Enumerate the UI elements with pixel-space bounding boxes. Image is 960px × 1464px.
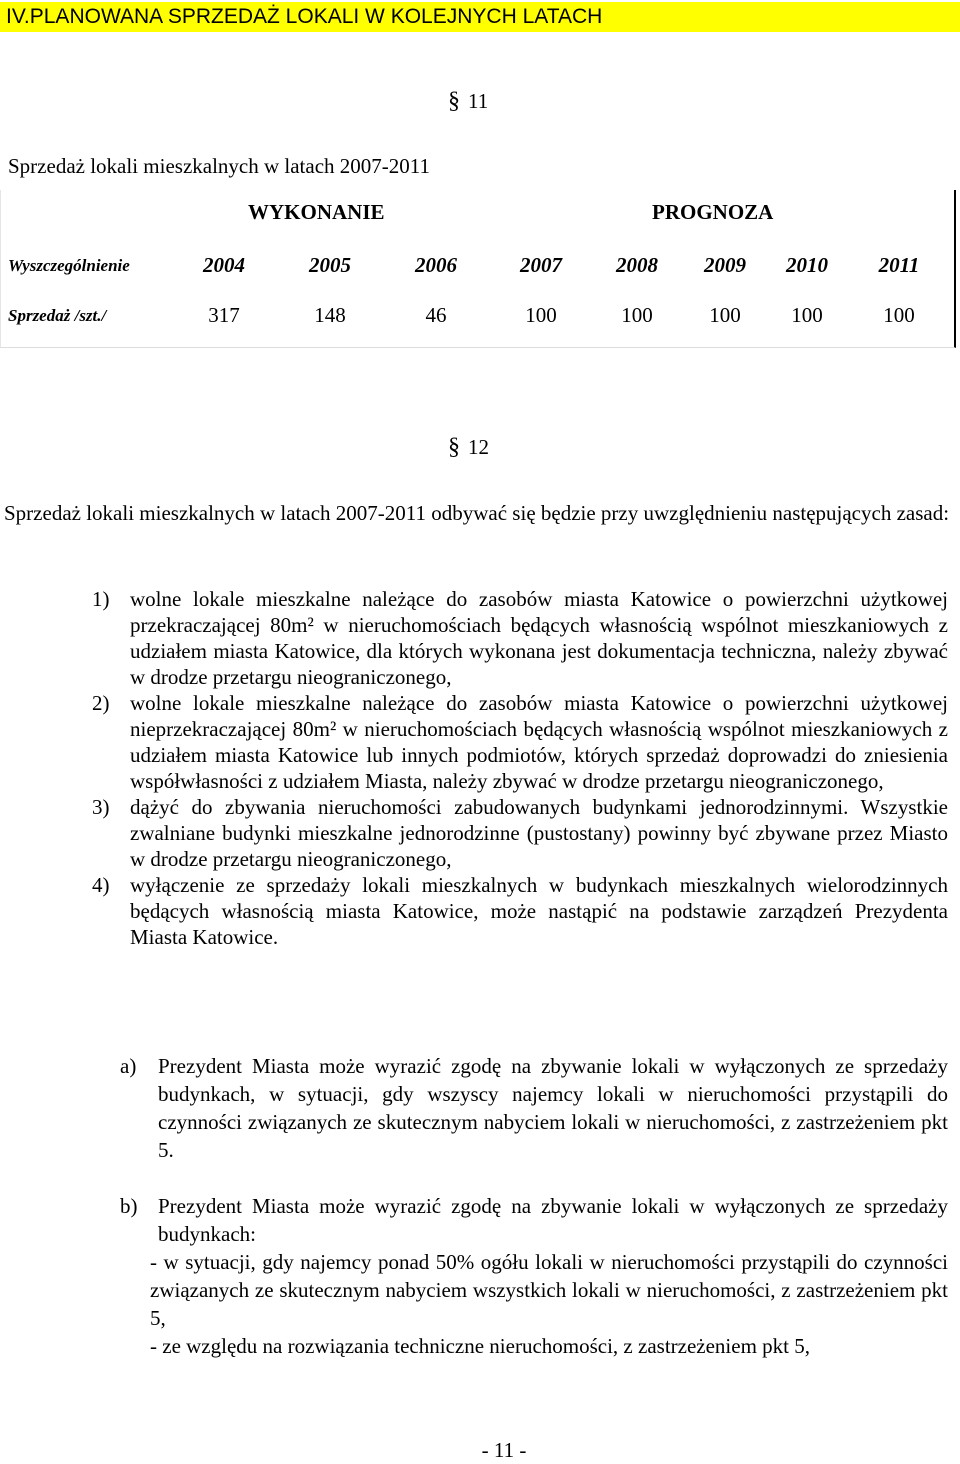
- item-number: 1): [92, 587, 110, 611]
- paragraph-number-11: [448, 88, 488, 115]
- item-number: 4): [92, 873, 110, 897]
- value-cell: 317: [208, 303, 240, 327]
- value-cell: 100: [709, 303, 741, 327]
- year-cell: 2004: [203, 253, 245, 277]
- value-cell: 46: [425, 303, 447, 327]
- value-cell: 148: [314, 303, 346, 327]
- rules-list: [92, 586, 948, 950]
- year-cell: 2007: [520, 253, 562, 277]
- value-cell: 100: [525, 303, 557, 327]
- list-item: [92, 690, 948, 794]
- dash-item: - ze względu na rozwiązania techniczne nieruchomości, z zastrzeżeniem pkt 5,: [150, 1334, 811, 1358]
- year-cell: 2006: [415, 253, 457, 277]
- row-header-label: Wyszczególnienie: [8, 256, 130, 275]
- year-cell: 2009: [704, 253, 746, 277]
- value-cell: 100: [791, 303, 823, 327]
- year-cell: 2005: [309, 253, 351, 277]
- group-header-forecast: PROGNOZA: [652, 200, 774, 224]
- section-sign-icon: §: [448, 88, 460, 114]
- page-number: - 11 -: [481, 1438, 527, 1462]
- item-text: wolne lokale mieszkalne należące do zasobów miasta Katowice o powierzchni użytkowej nieprzekraczającej 80m² w nieruchomościach będących własnością wspólnot mieszkaniowych z udziałem miasta Katowice lub innych podmiotów, których sprzedaż doprowadzi do zniesienia współwłasności z udziałem Miasta, należy zbywać w drodze przetargu nieograniczonego,: [130, 691, 948, 793]
- group-header-execution: WYKONANIE: [248, 200, 385, 224]
- intro-paragraph: Sprzedaż lokali mieszkalnych w latach 2007-2011 odbywać się będzie przy uwzględnieniu następujących zasad:: [4, 501, 950, 525]
- paragraph-number-value: 11: [468, 89, 489, 113]
- list-item: [92, 586, 948, 690]
- value-cell: 100: [883, 303, 915, 327]
- year-cell: 2011: [878, 253, 920, 277]
- item-number: 2): [92, 691, 110, 715]
- item-number: a): [120, 1054, 137, 1078]
- item-text: dążyć do zbywania nieruchomości zabudowanych budynkami jednorodzinnymi. Wszystkie zwalniane budynki mieszkalne jednorodzinne (pustostany) powinny być zbywane przez Miasto w drodze przetargu nieograniczonego,: [130, 795, 948, 871]
- list-item: [120, 1192, 948, 1248]
- row-sales-label: Sprzedaż /szt./: [8, 306, 107, 325]
- year-cell: 2008: [616, 253, 658, 277]
- sub-item-a: [120, 1052, 948, 1164]
- list-item: [92, 794, 948, 872]
- table-caption: Sprzedaż lokali mieszkalnych w latach 2007-2011: [8, 154, 430, 178]
- list-item: [92, 872, 948, 950]
- section-sign-icon: §: [448, 434, 460, 460]
- section-heading: IV.PLANOWANA SPRZEDAŻ LOKALI W KOLEJNYCH LATACH: [0, 2, 960, 32]
- item-text: Prezydent Miasta może wyrazić zgodę na zbywanie lokali w wyłączonych ze sprzedaży budynkach, w sytuacji, gdy wszyscy najemcy lokali w nieruchomości przystąpili do czynności związanych ze skutecznym nabyciem lokali w nieruchomości, z zastrzeżeniem pkt 5.: [158, 1054, 948, 1162]
- sub-item-b: [120, 1192, 948, 1360]
- year-cell: 2010: [786, 253, 828, 277]
- dash-item: - w sytuacji, gdy najemcy ponad 50% ogółu lokali w nieruchomości przystąpili do czynności związanych ze skutecznym nabyciem wszystkich lokali w nieruchomości, z zastrzeżeniem pkt 5,: [150, 1250, 948, 1330]
- value-cell: 100: [621, 303, 653, 327]
- item-text: wyłączenie ze sprzedaży lokali mieszkalnych w budynkach mieszkalnych wielorodzinnych będących własnością miasta Katowice, może nastąpić na podstawie zarządzeń Prezydenta Miasta Katowice.: [130, 873, 948, 949]
- item-text: wolne lokale mieszkalne należące do zasobów miasta Katowice o powierzchni użytkowej przekraczającej 80m² w nieruchomościach będących własnością wspólnot mieszkaniowych z udziałem miasta Katowice, dla których wykonana jest dokumentacja techniczna, należy zbywać w drodze przetargu nieograniczonego,: [130, 587, 948, 689]
- item-number: 3): [92, 795, 110, 819]
- item-number: b): [120, 1194, 138, 1218]
- item-text: Prezydent Miasta może wyrazić zgodę na zbywanie lokali w wyłączonych ze sprzedaży budynkach:: [158, 1194, 948, 1246]
- paragraph-number-12: [448, 434, 489, 461]
- paragraph-number-value: 12: [468, 435, 489, 459]
- list-item: [120, 1052, 948, 1164]
